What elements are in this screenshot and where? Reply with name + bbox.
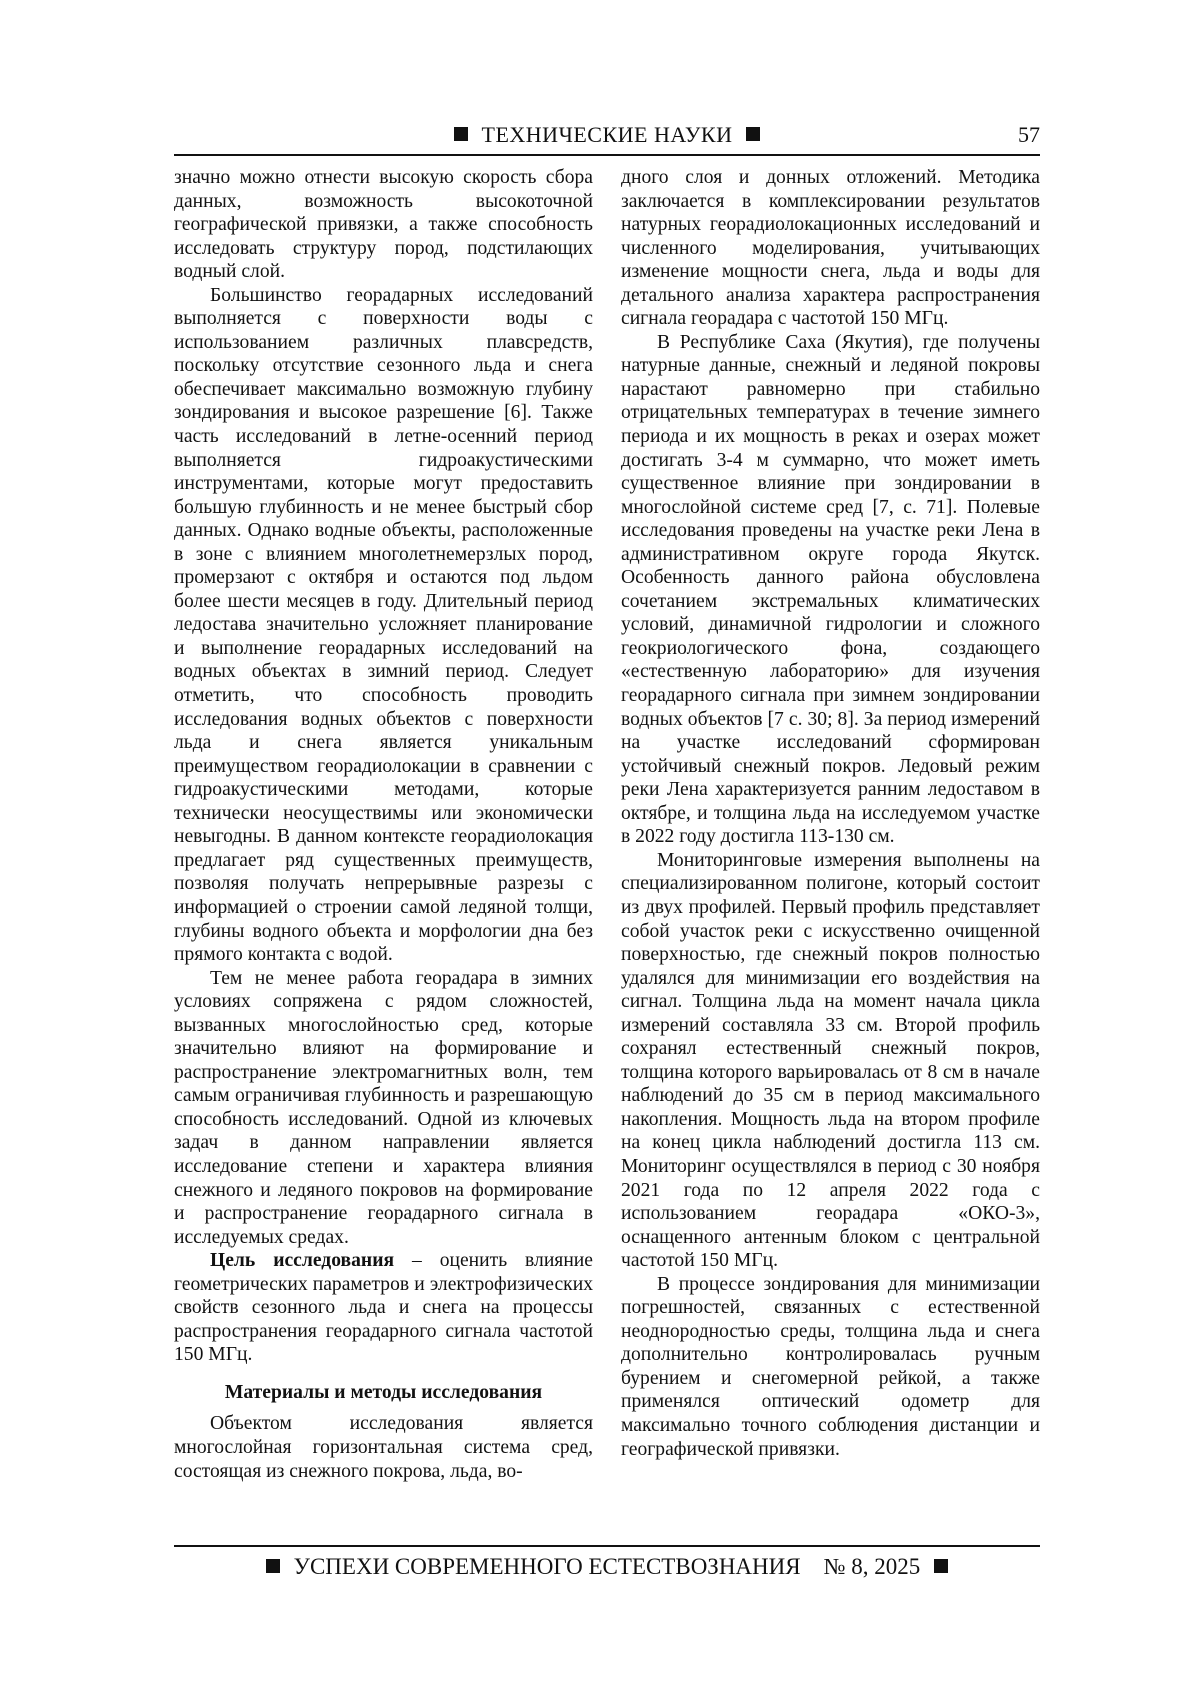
running-footer [174,1545,1040,1587]
page-number: 57 [1018,122,1040,147]
section-heading: Материалы и методы исследования [224,1381,543,1403]
right-column [621,166,1040,1461]
journal-info [174,1554,1040,1580]
paragraph: дного слоя и донных отложений. Методика заключается в комплексировании результатов натурных георадиолокационных исследований и численного моделирования, учитывающих изменение мощности снега, льда и воды для детального анализа характера распространения сигнала георадара с частотой 150 МГц. [621,167,1040,330]
paragraph: В Республике Саха (Якутия), где получены натурные данные, снежный и ледяной покровы нарастают равномерно при стабильно отрицательных температурах в течение зимнего периода и их мощность в реках и озерах может достигать 3-4 м суммарно, что может иметь существенное влияние при зондировании в многослойной системе сред [7, с. 71]. Полевые исследования проведены на участке реки Лена в административном округе города Якутск. Особенность данного района обусловлена сочетанием экстремальных климатических условий, динамичной гидрологии и сложного геокриологического фона, создающего «естественную лабораторию» для изучения георадарного сигнала при зимнем зондировании водных объектов [7 с. 30; 8]. За период измерений на участке исследований сформирован устойчивый снежный покров. Ледовый режим реки Лена характеризуется ранним ледоставом в октябре, и толщина льда на исследуемом участке в 2022 году достигла 113-130 см. [621,331,1040,848]
left-column [174,166,593,1483]
paragraph: значно можно отнести высокую скорость сбора данных, возможность высокоточной географической привязки, а также способность исследовать структуру пород, подстилающих водный слой. [174,167,593,283]
square-bullet-icon [746,127,760,141]
section-name: ТЕХНИЧЕСКИЕ НАУКИ [481,122,733,147]
journal-name: УСПЕХИ СОВРЕМЕННОГО ЕСТЕСТВОЗНАНИЯ [293,1554,801,1579]
paragraph-aim [174,1249,593,1367]
aim-text: – оценить влияние геометрических параметров и электрофизических свойств сезонного льда и снега на процессы распространения георадарного сигнала частотой 150 МГц. [174,1250,593,1366]
journal-issue: № 8, 2025 [823,1554,921,1579]
square-bullet-icon [934,1559,948,1573]
paragraph: В процессе зондирования для минимизации погрешностей, связанных с естественной неоднородностью среды, толщина льда и снега дополнительно контролировалась ручным бурением и снегомерной рейкой, а также применялся оптический одометр для максимально точного соблюдения дистанции и географической привязки. [621,1273,1040,1460]
paragraph: Тем не менее работа георадара в зимних условиях сопряжена с рядом сложностей, вызванных многослойностью сред, которые значительно влияют на формирование и распространение электромагнитных волн, тем самым ограничивая глубинность и разрешающую способность исследований. Одной из ключевых задач в данном направлении является исследование степени и характера влияния снежного и ледяного покровов на формирование и распространение георадарного сигнала в исследуемых средах. [174,967,593,1248]
square-bullet-icon [454,127,468,141]
square-bullet-icon [266,1559,280,1573]
paragraph: Объектом исследования является многослойная горизонтальная система сред, состоящая из снежного покрова, льда, во- [174,1413,593,1482]
paragraph: Мониторинговые измерения выполнены на специализированном полигоне, который состоит из двух профилей. Первый профиль представляет собой участок реки с искусственно очищенной поверхностью, где снежный покров полностью удалялся для минимизации его воздействия на сигнал. Толщина льда на момент начала цикла измерений составляла 33 см. Второй профиль сохранял естественный снежный покров, толщина которого варьировалась от 8 см в начале наблюдений до 35 см в период максимального накопления. Мощность льда на втором профиле на конец цикла наблюдений достигла 113 см. Мониторинг осуществлялся в период с 30 ноября 2021 года по 12 апреля 2022 года с использованием георадара «ОКО-3», оснащенного антенным блоком с центральной частотой 150 МГц. [621,849,1040,1272]
running-header [174,118,1040,156]
aim-label: Цель исследования [210,1250,395,1272]
section-title [174,122,1040,148]
paragraph: Большинство георадарных исследований выполняется с поверхности воды с использованием различных плавсредств, поскольку отсутствие сезонного льда и снега обеспечивает максимально возможную глубину зондирования и высокое разрешение [6]. Также часть исследований в летне-осенний период выполняется гидроакустическими инструментами, которые могут предоставить большую глубинность и не менее быстрый сбор данных. Однако водные объекты, расположенные в зоне с влиянием многолетнемерзлых пород, промерзают с октября и остаются под льдом более шести месяцев в году. Длительный период ледостава значительно усложняет планирование и выполнение георадарных исследований на водных объектах в зимний период. Следует отметить, что способность проводить исследования водных объектов с поверхности льда и снега является уникальным преимуществом георадиолокации в сравнении с гидроакустическими методами, которые технически неосуществимы или экономически невыгодны. В данном контексте георадиолокация предлагает ряд существенных преимуществ, позволяя получать непрерывные разрезы с информацией о строении самой ледяной толщи, глубины водного объекта и морфологии дна без прямого контакта с водой. [174,284,593,966]
